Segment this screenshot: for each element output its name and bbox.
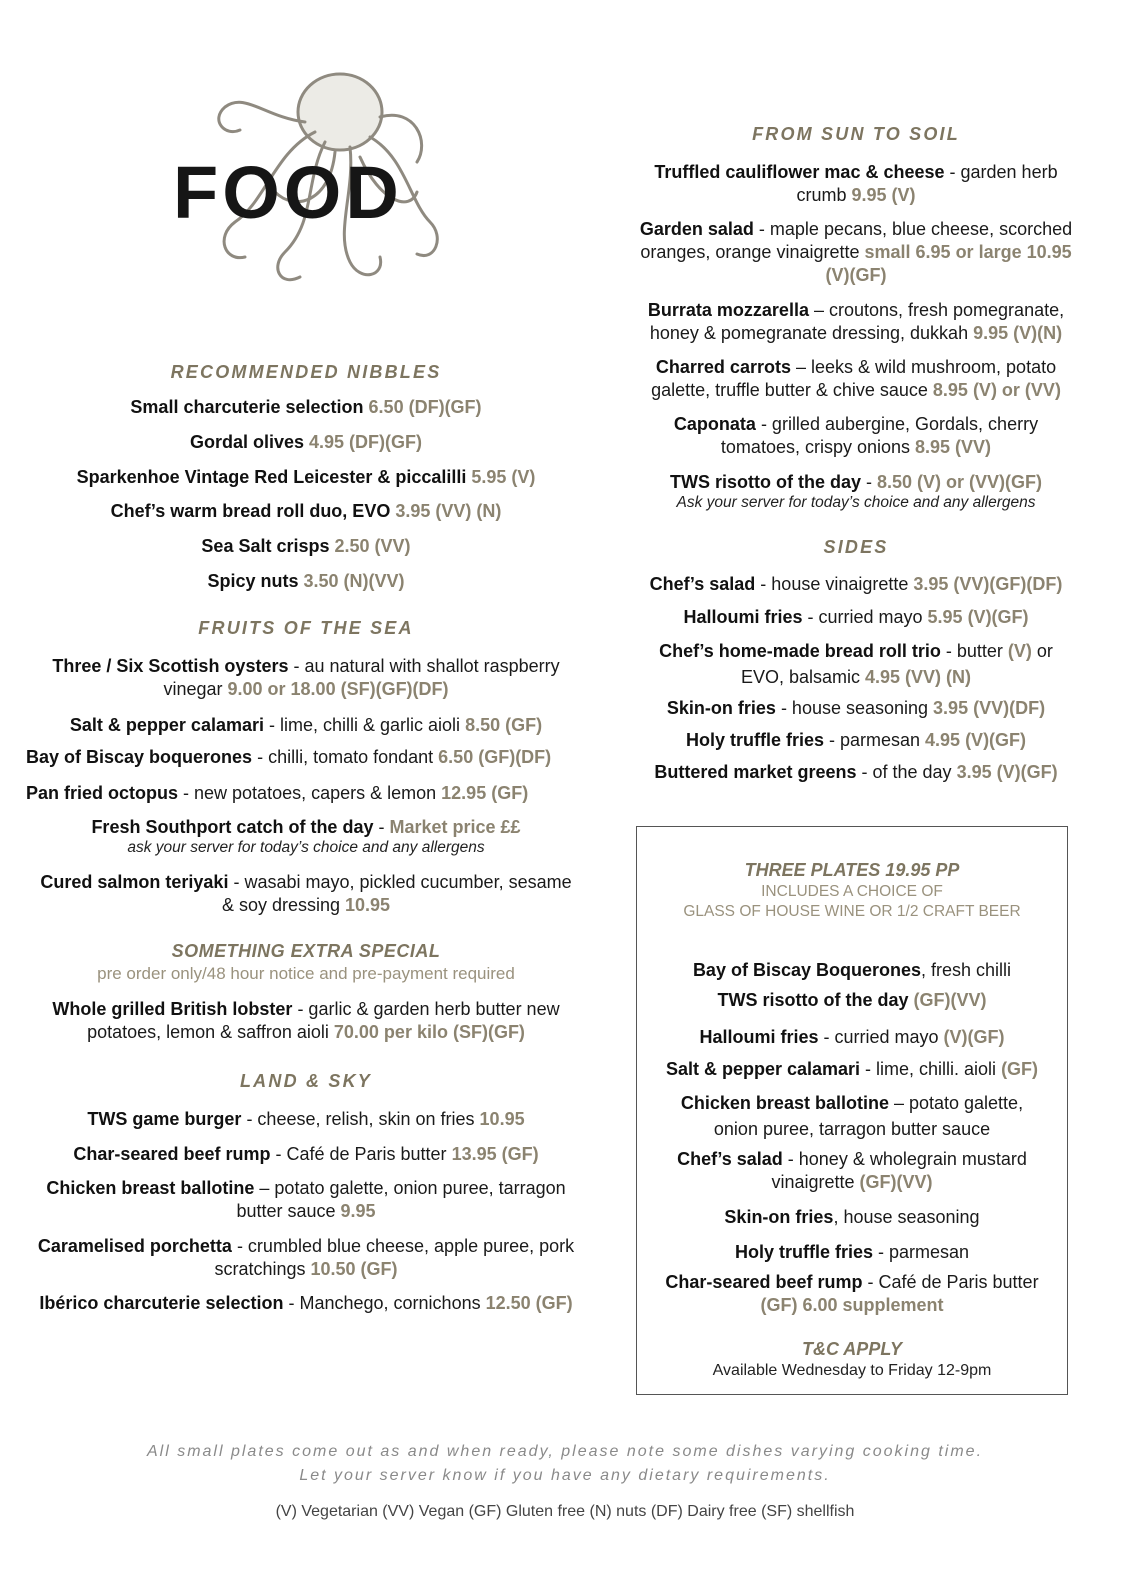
menu-item: Three / Six Scottish oysters - au natural with shallot raspberry vinegar 9.00 or 18.00 (SF)(GF)(DF) <box>52 656 560 699</box>
menu-item: TWS risotto of the day - 8.50 (V) or (VV)(GF) <box>669 472 1042 492</box>
section-subtitle: pre order only/48 hour notice and pre-payment required <box>97 964 515 983</box>
menu-item: Sea Salt crisps 2.50 (VV) <box>201 536 411 556</box>
section-title-land: LAND & SKY <box>239 1071 372 1091</box>
menu-item: Whole grilled British lobster - garlic & garden herb butter new potatoes, lemon & saffron aioli 70.00 per kilo (SF)(GF) <box>52 999 560 1042</box>
menu-item: Skin-on fries, house seasoning <box>724 1207 980 1227</box>
menu-item: Sparkenhoe Vintage Red Leicester & piccalilli 5.95 (V) <box>76 467 536 487</box>
box-title: THREE PLATES 19.95 PP <box>744 860 960 880</box>
menu-item: Small charcuterie selection 6.50 (DF)(GF) <box>130 397 482 417</box>
menu-item: Ibérico charcuterie selection - Manchego, cornichons 12.50 (GF) <box>39 1293 573 1313</box>
menu-item: Gordal olives 4.95 (DF)(GF) <box>189 432 423 452</box>
footer-note: All small plates come out as and when ready, please note some dishes varying cooking time. <box>146 1443 984 1460</box>
menu-item: Pan fried octopus - new potatoes, capers & lemon 12.95 (GF) <box>26 783 529 803</box>
menu-item: Halloumi fries - curried mayo (V)(GF) <box>699 1027 1005 1047</box>
menu-item: TWS risotto of the day (GF)(VV) <box>717 990 987 1010</box>
menu-item: Char-seared beef rump - Café de Paris butter 13.95 (GF) <box>73 1144 539 1164</box>
item-note: ask your server for today’s choice and any allergens <box>127 839 485 856</box>
menu-item: Bay of Biscay boquerones - chilli, tomato fondant 6.50 (GF)(DF) <box>26 747 552 767</box>
box-subtitle: GLASS OF HOUSE WINE OR 1/2 CRAFT BEER <box>683 903 1021 920</box>
menu-item: Burrata mozzarella – croutons, fresh pomegranate, honey & pomegranate dressing, dukkah 9.95 (V)(N) <box>647 300 1065 343</box>
menu-item: Truffled cauliflower mac & cheese - garden herb crumb 9.95 (V) <box>654 162 1058 205</box>
menu-item: Halloumi fries - curried mayo 5.95 (V)(GF) <box>683 607 1029 627</box>
menu-item: Holy truffle fries - parmesan <box>734 1242 970 1262</box>
menu-item: Spicy nuts 3.50 (N)(VV) <box>207 571 405 591</box>
menu-item: Charred carrots – leeks & wild mushroom, potato galette, truffle butter & chive sauce 8.95 (V) or (VV) <box>651 357 1061 400</box>
menu-item: Salt & pepper calamari - lime, chilli & garlic aioli 8.50 (GF) <box>69 715 543 735</box>
menu-item: Buttered market greens - of the day 3.95 (V)(GF) <box>654 762 1058 782</box>
three-plates-box <box>636 826 1068 1395</box>
menu-item: Skin-on fries - house seasoning 3.95 (VV)(DF) <box>666 698 1046 718</box>
menu-item: Chef’s salad - honey & wholegrain mustard vinaigrette (GF)(VV) <box>677 1149 1027 1192</box>
section-title-soil: FROM SUN TO SOIL <box>752 124 960 144</box>
menu-item: Caramelised porchetta - crumbled blue cheese, apple puree, pork scratchings 10.50 (GF) <box>37 1236 575 1279</box>
dietary-key: (V) Vegetarian (VV) Vegan (GF) Gluten free (N) nuts (DF) Dairy free (SF) shellfish <box>275 1503 855 1520</box>
menu-item: Char-seared beef rump - Café de Paris butter (GF) 6.00 supplement <box>665 1272 1039 1315</box>
section-title-sides: SIDES <box>823 537 889 557</box>
menu-item: Chef’s home-made bread roll trio - butter (V) or EVO, balsamic 4.95 (VV) (N) <box>659 641 1053 687</box>
menu-item: Salt & pepper calamari - lime, chilli. aioli (GF) <box>665 1059 1039 1079</box>
box-subtitle: INCLUDES A CHOICE OF <box>761 883 943 900</box>
logo <box>155 62 455 302</box>
logo-wordmark: FOOD <box>173 151 403 234</box>
item-note: Ask your server for today’s choice and any allergens <box>676 494 1036 511</box>
section-title-nibbles: RECOMMENDED NIBBLES <box>170 362 442 382</box>
menu-item: Chicken breast ballotine – potato galette, onion puree, tarragon butter sauce <box>680 1093 1024 1139</box>
menu-item: Caponata - grilled aubergine, Gordals, cherry tomatoes, crispy onions 8.95 (VV) <box>673 414 1039 457</box>
section-title-special: SOMETHING EXTRA SPECIAL <box>171 941 441 961</box>
menu-item: Chef’s warm bread roll duo, EVO 3.95 (VV) (N) <box>110 501 502 521</box>
menu-item: Cured salmon teriyaki - wasabi mayo, pickled cucumber, sesame & soy dressing 10.95 <box>40 872 572 915</box>
footer-note: Let your server know if you have any dietary requirements. <box>299 1467 831 1484</box>
menu-item: Fresh Southport catch of the day - Market price ££ <box>91 817 521 837</box>
section-title-sea: FRUITS OF THE SEA <box>198 618 414 638</box>
menu-item: Garden salad - maple pecans, blue cheese, scorched oranges, orange vinaigrette small 6.95 or large 10.95 (V)(GF) <box>639 219 1073 285</box>
availability-text: Available Wednesday to Friday 12-9pm <box>712 1362 992 1379</box>
menu-item: Chef’s salad - house vinaigrette 3.95 (VV)(GF)(DF) <box>649 574 1063 594</box>
terms-label: T&C APPLY <box>801 1339 902 1359</box>
menu-item: Bay of Biscay Boquerones, fresh chilli <box>692 960 1012 980</box>
menu-item: TWS game burger - cheese, relish, skin on fries 10.95 <box>87 1109 525 1129</box>
menu-item: Holy truffle fries - parmesan 4.95 (V)(GF) <box>685 730 1027 750</box>
menu-item: Chicken breast ballotine – potato galette, onion puree, tarragon butter sauce 9.95 <box>46 1178 566 1221</box>
